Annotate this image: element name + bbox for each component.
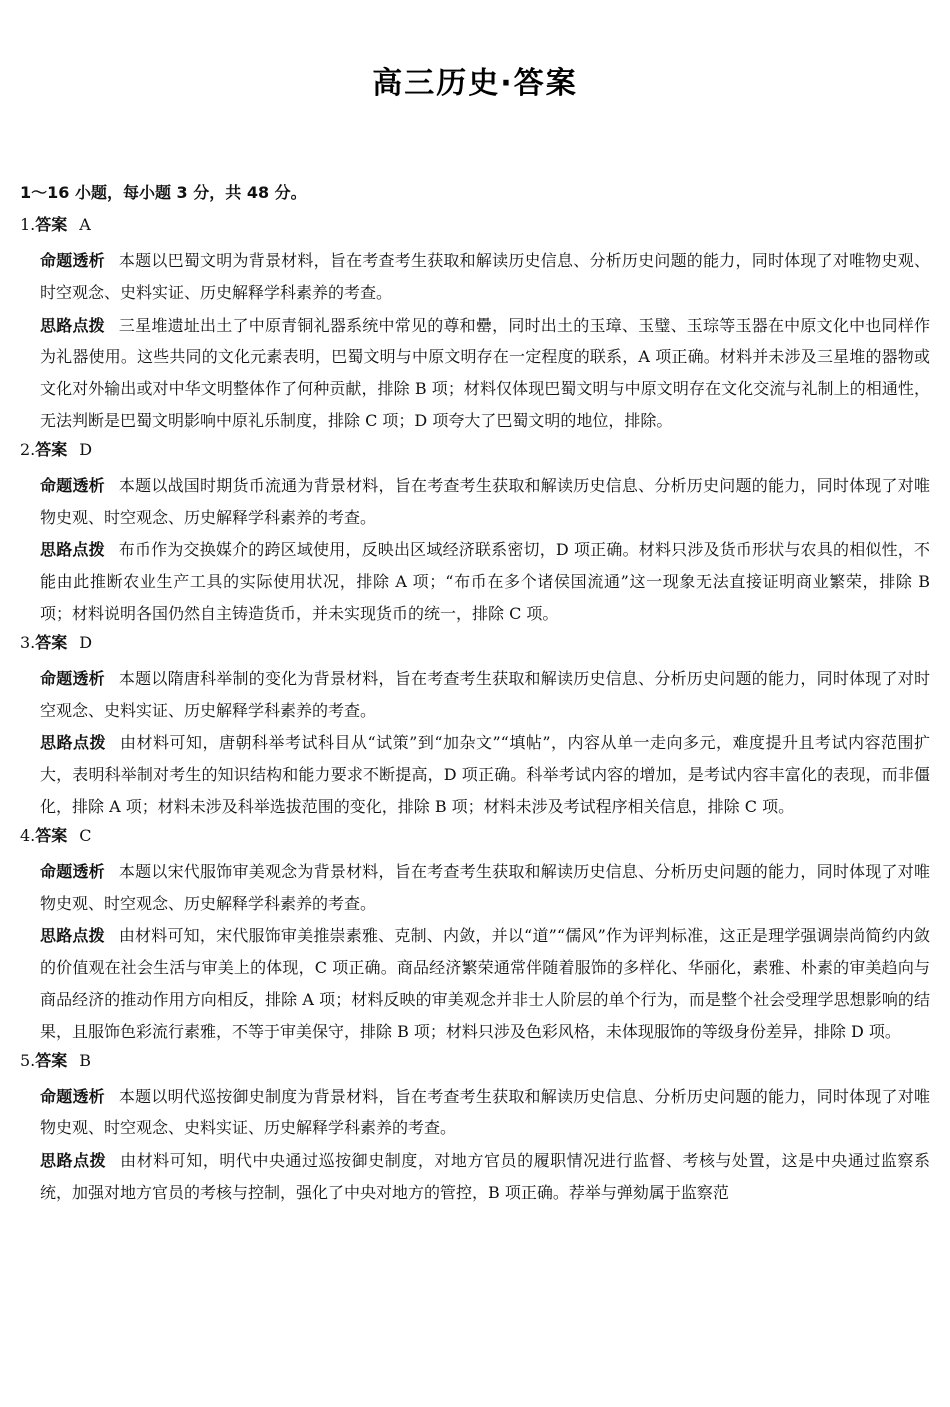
analysis-label: 命题透析 bbox=[40, 668, 105, 688]
approach-label: 思路点拨 bbox=[40, 926, 105, 946]
analysis-paragraph bbox=[40, 856, 930, 920]
analysis-label: 命题透析 bbox=[40, 861, 105, 881]
analysis-paragraph bbox=[40, 245, 930, 309]
intro-line: 1～16 小题，每小题 3 分，共 48 分。 bbox=[20, 183, 307, 202]
approach-label: 思路点拨 bbox=[40, 540, 105, 560]
answer-label: 答案 bbox=[35, 439, 68, 459]
answer-value: A bbox=[79, 215, 91, 234]
question-number: 2. bbox=[20, 439, 36, 459]
approach-label: 思路点拨 bbox=[40, 1151, 107, 1171]
analysis-label: 命题透析 bbox=[40, 1086, 105, 1106]
approach-text: 布币作为交换媒介的跨区域使用，反映出区域经济联系密切，D 项正确。材料只涉及货币形状与农具的相似性，不能由此推断农业生产工具的实际使用状况，排除 A 项；“布币在多个诸侯国流通”这一现象无法直接证明商业繁荣，排除 B 项；材料说明各国仍然自主铸造货币，并未实现货币的统一，排除 C 项。 bbox=[40, 540, 930, 623]
question-3 bbox=[20, 631, 930, 823]
analysis-paragraph bbox=[40, 1081, 930, 1145]
answer-value: D bbox=[79, 632, 93, 652]
approach-paragraph bbox=[40, 920, 930, 1047]
question-header bbox=[20, 438, 930, 470]
question-4 bbox=[20, 824, 930, 1048]
answer-label: 答案 bbox=[35, 1050, 68, 1070]
page-title: 高三历史·答案 bbox=[372, 66, 578, 101]
approach-label: 思路点拨 bbox=[40, 315, 105, 335]
answer-content bbox=[20, 180, 930, 1210]
question-number: 3. bbox=[20, 632, 36, 652]
analysis-paragraph bbox=[40, 470, 930, 534]
answer-value: C bbox=[79, 825, 92, 845]
answer-label: 答案 bbox=[35, 632, 68, 652]
analysis-text: 本题以明代巡按御史制度为背景材料，旨在考查考生获取和解读历史信息、分析历史问题的能力，同时体现了对唯物史观、时空观念、史料实证、历史解释学科素养的考查。 bbox=[40, 1086, 930, 1138]
question-header bbox=[20, 213, 930, 245]
analysis-label: 命题透析 bbox=[40, 251, 105, 270]
question-5 bbox=[20, 1049, 930, 1209]
answer-value: B bbox=[79, 1050, 92, 1070]
question-number: 5. bbox=[20, 1050, 36, 1070]
analysis-paragraph bbox=[40, 663, 930, 727]
approach-paragraph bbox=[40, 727, 930, 822]
question-header bbox=[20, 824, 930, 856]
approach-paragraph bbox=[40, 310, 930, 437]
question-2 bbox=[20, 438, 930, 630]
analysis-text: 本题以隋唐科举制的变化为背景材料，旨在考查考生获取和解读历史信息、分析历史问题的能力，同时体现了对时空观念、史料实证、历史解释学科素养的考查。 bbox=[40, 668, 930, 720]
question-number: 4. bbox=[20, 825, 36, 845]
approach-text: 三星堆遗址出土了中原青铜礼器系统中常见的尊和罍，同时出土的玉璋、玉璧、玉琮等玉器在中原文化中也同样作为礼器使用。这些共同的文化元素表明，巴蜀文明与中原文明存在一定程度的联系，A 项正确。材料并未涉及三星堆的器物或文化对外输出或对中华文明整体作了何种贡献，排除 B 项；材料仅体现巴蜀文明与中原文明存在文化交流与礼制上的相通性，无法判断是巴蜀文明影响中原礼乐制度，排除 C 项；D 项夸大了巴蜀文明的地位，排除。 bbox=[40, 315, 930, 430]
question-1 bbox=[20, 213, 930, 437]
approach-label: 思路点拨 bbox=[40, 733, 106, 753]
question-header bbox=[20, 1049, 930, 1081]
approach-text: 由材料可知，宋代服饰审美推崇素雅、克制、内敛，并以“道”“儒风”作为评判标准，这正是理学强调崇尚简约内敛的价值观在社会生活与审美上的体现，C 项正确。商品经济繁荣通常伴随着服饰的多样化、华丽化，素雅、朴素的审美趋向与商品经济的推动作用方向相反，排除 A 项；材料反映的审美观念并非士人阶层的单个行为，而是整个社会受理学思想影响的结果，且服饰色彩流行素雅，不等于审美保守，排除 B 项；材料只涉及色彩风格，未体现服饰的等级身份差异，排除 D 项。 bbox=[40, 926, 930, 1041]
approach-text: 由材料可知，明代中央通过巡按御史制度，对地方官员的履职情况进行监督、考核与处置，这是中央通过监察系统，加强对地方官员的考核与控制，强化了中央对地方的管控，B 项正确。荐举与弹劾属于监察范 bbox=[40, 1151, 930, 1202]
approach-paragraph bbox=[40, 1145, 930, 1209]
analysis-label: 命题透析 bbox=[40, 475, 105, 495]
answer-value: D bbox=[79, 439, 93, 459]
question-header bbox=[20, 631, 930, 663]
analysis-text: 本题以巴蜀文明为背景材料，旨在考查考生获取和解读历史信息、分析历史问题的能力，同时体现了对唯物史观、时空观念、史料实证、历史解释学科素养的考查。 bbox=[40, 251, 930, 302]
analysis-text: 本题以战国时期货币流通为背景材料，旨在考查考生获取和解读历史信息、分析历史问题的能力，同时体现了对唯物史观、时空观念、历史解释学科素养的考查。 bbox=[40, 475, 930, 527]
approach-paragraph bbox=[40, 534, 930, 629]
answer-label: 答案 bbox=[35, 825, 68, 845]
analysis-text: 本题以宋代服饰审美观念为背景材料，旨在考查考生获取和解读历史信息、分析历史问题的能力，同时体现了对唯物史观、时空观念、历史解释学科素养的考查。 bbox=[40, 861, 930, 913]
approach-text: 由材料可知，唐朝科举考试科目从“试策”到“加杂文”“填帖”，内容从单一走向多元，难度提升且考试内容范围扩大，表明科举制对考生的知识结构和能力要求不断提高，D 项正确。科举考试内容的增加，是考试内容丰富化的表现，而非僵化，排除 A 项；材料未涉及科举选拔范围的变化，排除 B 项；材料未涉及考试程序相关信息，排除 C 项。 bbox=[40, 733, 930, 816]
answer-label: 答案 bbox=[35, 215, 68, 234]
question-number: 1. bbox=[20, 215, 36, 234]
